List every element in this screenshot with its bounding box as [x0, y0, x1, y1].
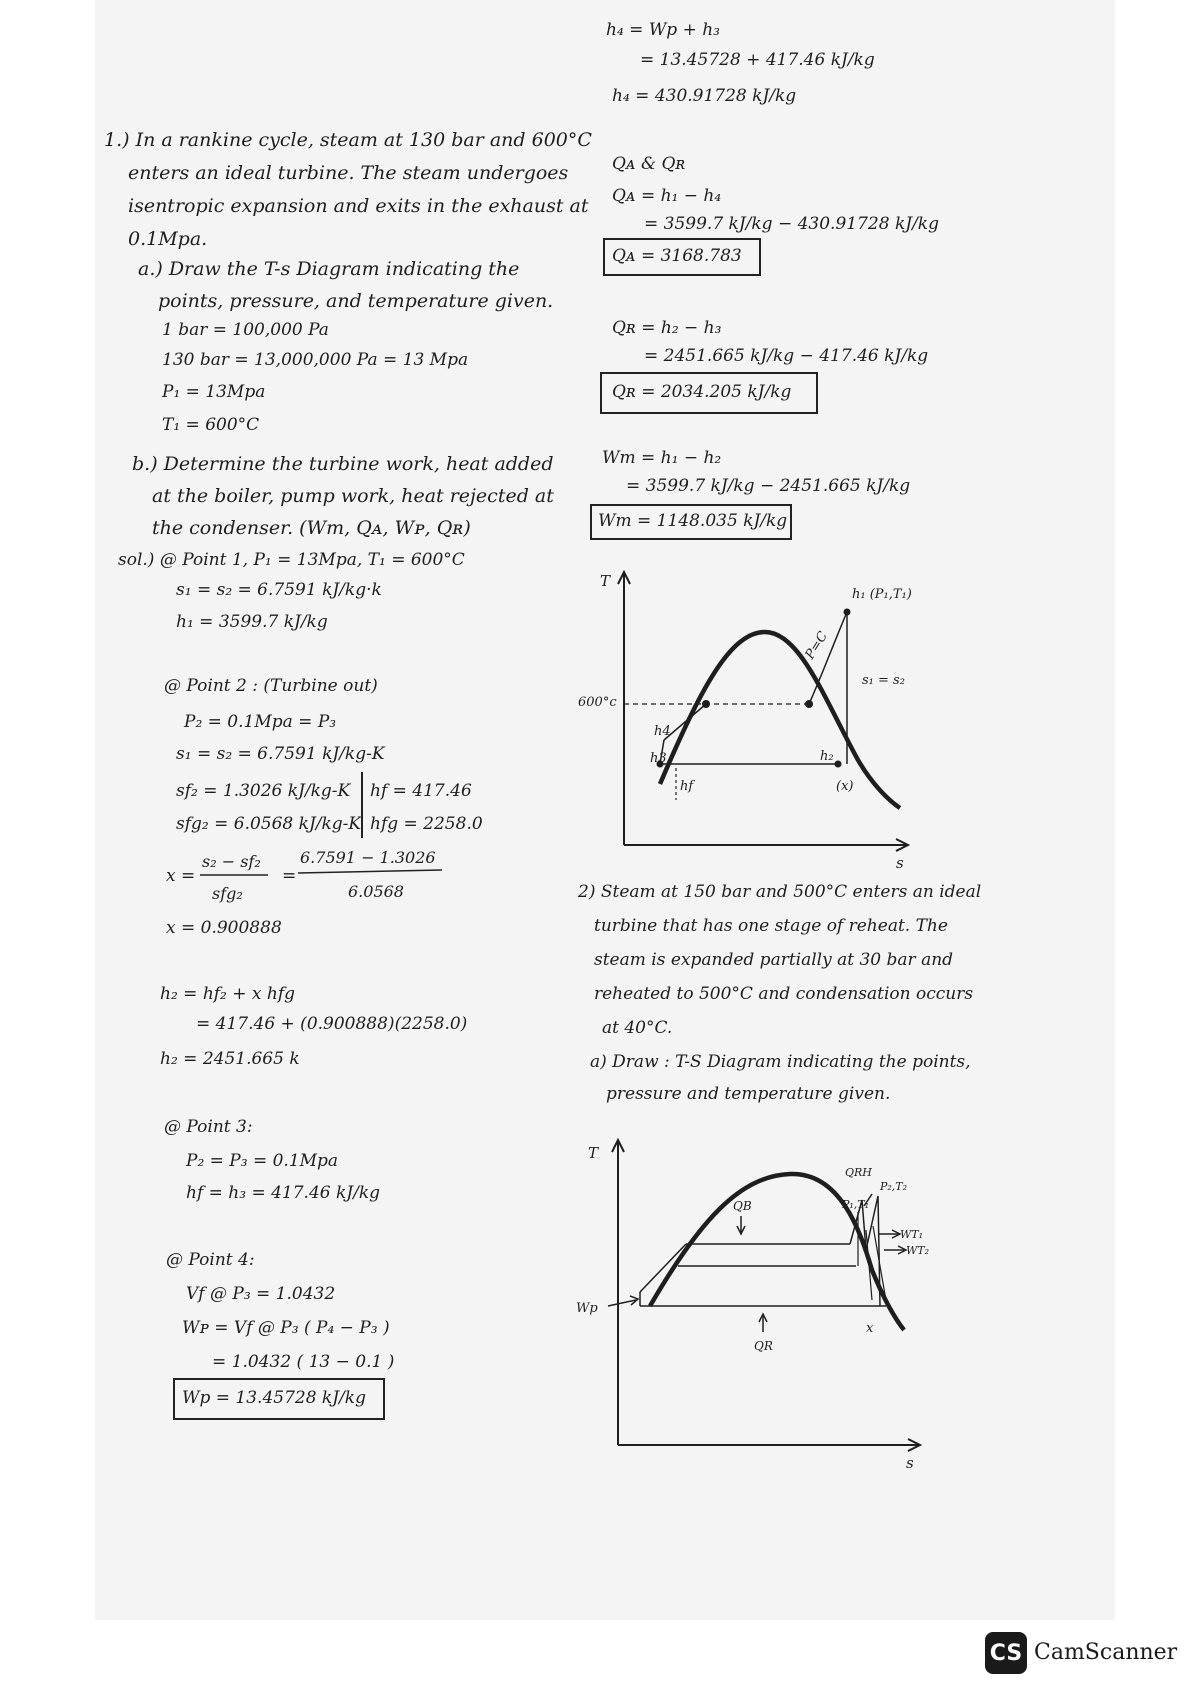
quality-label: x = [166, 866, 196, 886]
problem-2-line-4: reheated to 500°C and condensation occurs [594, 984, 974, 1004]
problem-1-line-3: isentropic expansion and exits in the exhaust at [128, 195, 589, 217]
qr-result: Qʀ = 2034.205 kJ/kg [612, 382, 792, 402]
problem-2-line-5: at 40°C. [602, 1018, 673, 1038]
wp-formula: Wᴘ = Vf @ P₃ ( P₄ − P₃ ) [182, 1318, 390, 1338]
point-2-heading: @ Point 2 : (Turbine out) [164, 676, 378, 696]
d1-h1-label: h₁ (P₁,T₁) [852, 587, 912, 602]
point-4-heading: @ Point 4: [166, 1250, 255, 1270]
enthalpy-h1: h₁ = 3599.7 kJ/kg [176, 612, 328, 632]
p1-value: P₁ = 13Mpa [162, 382, 266, 402]
part-a-line-2: points, pressure, and temperature given. [158, 290, 554, 312]
quality-numerator: s₂ − sf₂ [202, 852, 261, 871]
d2-qb-label: QB [733, 1199, 752, 1213]
problem-2-part-a-line-1: a) Draw : T-S Diagram indicating the points, [590, 1052, 971, 1072]
quality-num-values: 6.7591 − 1.3026 [300, 848, 436, 867]
d2-wt1-label: WT₁ [900, 1228, 924, 1241]
hfg-value: hfg = 2258.0 [370, 814, 483, 834]
d2-wp-label: Wp [576, 1301, 598, 1316]
d2-p2t2-label: P₂,T₂ [880, 1180, 908, 1193]
wp-substitution: = 1.0432 ( 13 − 0.1 ) [212, 1352, 395, 1372]
p2-value: P₂ = 0.1Mpa = P₃ [184, 712, 337, 732]
qa-qr-heading: Qᴀ & Qʀ [612, 154, 686, 174]
d1-x-label: (x) [836, 779, 854, 794]
qa-formula: Qᴀ = h₁ − h₄ [612, 186, 722, 206]
point-3-heading: @ Point 3: [164, 1117, 253, 1137]
problem-2-line-2: turbine that has one stage of reheat. The [594, 916, 948, 936]
quality-denominator: sfg₂ [212, 884, 243, 903]
t1-value: T₁ = 600°C [162, 415, 260, 435]
part-b-line-3: the condenser. (Wт, Qᴀ, Wᴘ, Qʀ) [152, 517, 471, 539]
problem-1-line-1: 1.) In a rankine cycle, steam at 130 bar and 600°C [104, 129, 592, 151]
problem-1-line-4: 0.1Mpa. [128, 228, 208, 250]
quality-result: x = 0.900888 [166, 918, 282, 938]
d2-qr-label: QR [754, 1339, 773, 1353]
h2-substitution: = 417.46 + (0.900888)(2258.0) [196, 1014, 468, 1034]
qa-substitution: = 3599.7 kJ/kg − 430.91728 kJ/kg [644, 214, 939, 234]
entropy-s1-s2: s₁ = s₂ = 6.7591 kJ/kg·k [176, 580, 382, 600]
problem-2-line-1: 2) Steam at 150 bar and 500°C enters an ideal [578, 882, 982, 902]
h2-result: h₂ = 2451.665 k [160, 1049, 300, 1069]
part-b-line-2: at the boiler, pump work, heat rejected at [152, 485, 554, 507]
h4-formula: h₄ = Wp + h₃ [606, 20, 720, 40]
h4-result: h₄ = 430.91728 kJ/kg [612, 86, 797, 106]
h4-substitution: = 13.45728 + 417.46 kJ/kg [640, 50, 875, 70]
h3-value: hf = h₃ = 417.46 kJ/kg [186, 1183, 381, 1203]
quality-den-value: 6.0568 [348, 882, 404, 901]
d2-x-label: x [866, 1321, 874, 1336]
problem-2-part-a-line-2: pressure and temperature given. [606, 1084, 891, 1104]
problem-2-line-3: steam is expanded partially at 30 bar and [594, 950, 954, 970]
bar-conversion: 1 bar = 100,000 Pa [162, 320, 329, 340]
wt-substitution: = 3599.7 kJ/kg − 2451.665 kJ/kg [626, 476, 911, 496]
d1-hf-label: hf [680, 779, 694, 794]
d2-qrh-label: QRH [845, 1166, 872, 1179]
camscanner-logo: CS [985, 1632, 1027, 1674]
h2-formula: h₂ = hf₂ + x hfg [160, 984, 296, 1004]
solution-point-1: sol.) @ Point 1, P₁ = 13Mpa, T₁ = 600°C [118, 550, 465, 570]
p3-value: P₂ = P₃ = 0.1Mpa [186, 1151, 339, 1171]
hf-value: hf = 417.46 [370, 781, 472, 801]
wt-formula: Wт = h₁ − h₂ [602, 448, 722, 468]
wt-result: Wт = 1148.035 kJ/kg [598, 511, 788, 531]
vf-value: Vf @ P₃ = 1.0432 [186, 1284, 336, 1304]
s1-s2-value: s₁ = s₂ = 6.7591 kJ/kg-K [176, 744, 385, 764]
d1-s1-s2-label: s₁ = s₂ [862, 673, 905, 688]
camscanner-brand: CamScanner [1034, 1640, 1178, 1665]
d2-p1t1-label: P₁,T₁ [842, 1198, 870, 1211]
d1-t-axis-label: T [600, 572, 611, 590]
wp-result: Wp = 13.45728 kJ/kg [182, 1388, 366, 1408]
d2-t-axis-label: T [588, 1144, 599, 1162]
part-b-line-1: b.) Determine the turbine work, heat added [132, 453, 554, 475]
d1-h2-label: h₂ [820, 749, 834, 764]
d1-h3-label: h3 [650, 751, 667, 766]
d2-s-axis-label: s [906, 1454, 914, 1472]
d1-s-axis-label: s [896, 854, 904, 872]
quality-equals: = [282, 866, 297, 886]
qa-result: Qᴀ = 3168.783 [612, 246, 742, 266]
qr-formula: Qʀ = h₂ − h₃ [612, 318, 722, 338]
d1-600c-label: 600°c [578, 695, 617, 710]
pressure-conversion: 130 bar = 13,000,000 Pa = 13 Mpa [162, 350, 469, 370]
d2-wt2-label: WT₂ [906, 1244, 930, 1257]
part-a-line-1: a.) Draw the T-s Diagram indicating the [138, 258, 520, 280]
sf2-value: sf₂ = 1.3026 kJ/kg-K [176, 781, 351, 801]
qr-substitution: = 2451.665 kJ/kg − 417.46 kJ/kg [644, 346, 929, 366]
d1-pc-label: P=C [802, 629, 832, 663]
d1-h4-label: h4 [654, 724, 671, 739]
problem-1-line-2: enters an ideal turbine. The steam undergoes [128, 162, 569, 184]
sfg2-value: sfg₂ = 6.0568 kJ/kg-K [176, 814, 362, 834]
